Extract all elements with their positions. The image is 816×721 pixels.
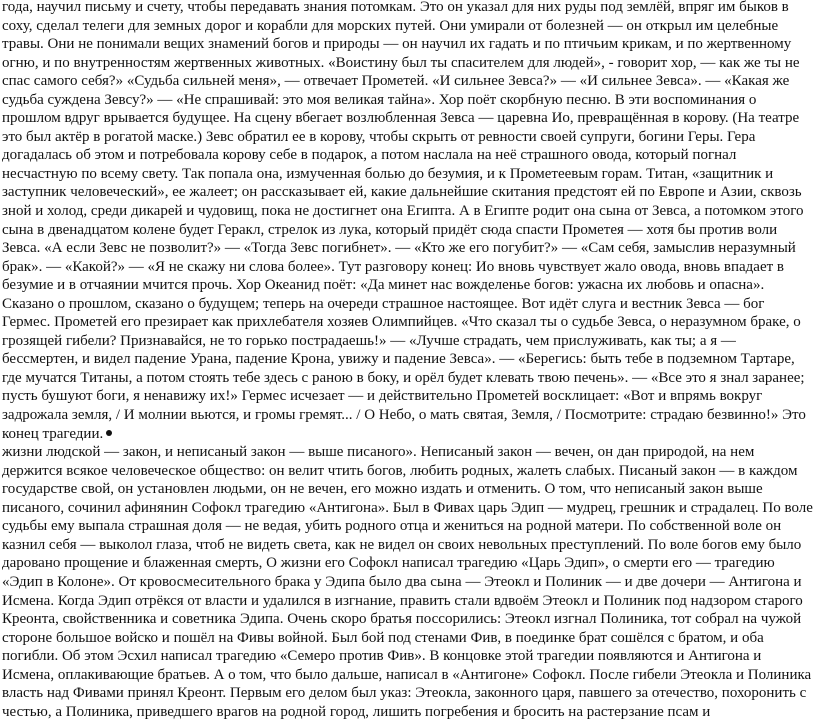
paragraph-antigone: жизни людской — закон, и неписаный закон — выше писаного». Неписаный закон — вечен, он дан природой, на нем держится всякое человеческое общество: он велит чтить богов, любить родных, жалеть слабых. Писаный закон — в каждом государстве свой, он установлен людьми, он не вечен, его можно издать и отменить. О том, что неписаный закон выше писаного, сочинил афинянин Софокл трагедию «Антигона». Был в Фивах царь Эдип — мудрец, грешник и страдалец. По воле судьбы ему выпала страшная доля — не ведая, убить родного отца и жениться на родной матери. По собственной воле он казнил себя — выколол глаза, чтоб не видеть света, как не видел он своих невольных преступлений. По воле богов ему было даровано прощение и блаженная смерть, О жизни его Софокл написал трагедию «Царь Эдип», о смерти его — трагедию «Эдип в Колоне». От кровосмесительного брака у Эдипа было два сына — Этеокл и Полиник — и две дочери — Антигона и Исмена. Когда Эдип отрёкся от власти и удалился в изгнание, править стали вдвоём Этеокл и Полиник под надзором старого Креонта, свойственника и советника Эдипа. Очень скоро братья поссорились: Этеокл изгнал Полиника, тот собрал на чужой стороне большое войско и пошёл на Фивы войной. Был бой под стенами Фив, в поединке брат сошёлся с братом, и оба погибли. Об этом Эсхил написал трагедию «Семеро против Фив». В концовке этой трагедии появляются и Антигона и Исмена, оплакивающие братьев. А о том, что было дальше, написал в «Антигоне» Софокл. После гибели Этеокла и Полиника власть над Фивами принял Креонт. Первым его делом был указ: Этеокла, законного царя, павшего за отечество, похоронить с честью, а Полиника, приведшего врагов на родной город, лишить погребения и бросить на растерзание псам и: [2, 444, 813, 720]
bullet-icon: [106, 430, 112, 436]
paragraph-prometheus-text: года, научил письму и счету, чтобы передавать знания потомкам. Это он указал для них руды под землёй, впряг им быков в соху, сделал телеги для земных дорог и корабли для морских путей. Они умирали от болезней — он открыл им целебные травы. Они не понимали вещих знамений богов и природы — он научил их гадать и по птичьим крикам, и по жертвенному огню, и по внутренностям жертвенных животных. «Воистину был ты спасителем для людей», - говорит хор, — как же ты не спас самого себя?» «Судьба сильней меня», — отвечает Прометей. «И сильнее Зевса?» — «И сильнее Зевса». — «Какая же судьба суждена Зевсу?» — «Не спрашивай: это моя великая тайна». Хор поёт скорбную песню. В эти воспоминания о прошлом вдруг врывается будущее. На сцену вбегает возлюбленная Зевса — царевна Ио, превращённая в корову. (На театре это был актёр в рогатой маске.) Зевс обратил ее в корову, чтобы скрыть от ревности своей супруги, богини Геры. Гера догадалась об этом и потребовала корову себе в подарок, а потом наслала на неё страшного овода, который погнал несчастную по всему свету. Так попала она, измученная болью до безумия, и к Прометеевым горам. Титан, «защитник и заступник человеческий», ее жалеет; он рассказывает ей, какие дальнейшие скитания предстоят ей по Европе и Азии, сквозь зной и холод, среди дикарей и чудовищ, пока не достигнет она Египта. А в Египте родит она сына от Зевса, а потомком этого сына в двенадцатом колене будет Геракл, стрелок из лука, который придёт сюда спасти Прометея — хотя бы против воли Зевса. «А если Зевс не позволит?» — «Тогда Зевс погибнет». — «Кто же его погубит?» — «Сам себя, замыслив неразумный брак». — «Какой?» — «Я не скажу ни слова более». Тут разговору конец: Ио вновь чувствует жало овода, вновь впадает в безумие и в отчаянии мчится прочь. Хор Океанид поёт: «Да минет нас вожделенье богов: ужасна их любовь и опасна». Сказано о прошлом, сказано о будущем; теперь на очереди страшное настоящее. Вот идёт слуга и вестник Зевса — бог Гермес. Прометей его презирает как прихлебателя хозяев Олимпийцев. «Что сказал ты о судьбе Зевса, о неразумном браке, о грозящей гибели? Признавайся, не то горько пострадаешь!» — «Лучше страдать, чем прислуживать, как ты; а я — бессмертен, и видел падение Урана, падение Крона, увижу и падение Зевса». — «Берегись: быть тебе в подземном Тартаре, где мучатся Титаны, а потом стоять тебе здесь с раною в боку, и орёл будет клевать твою печень». — «Все это я знал заранее; пусть бушуют боги, я ненавижу их!» Гермес исчезает — и действительно Прометей восклицает: «Вот и впрямь вокруг задрожала земля, / И молнии вьются, и громы гремят... / О Небо, о мать святая, Земля, / Посмотрите: страдаю безвинно!» Это конец трагедии.: [2, 0, 806, 442]
paragraph-prometheus: [2, 0, 814, 443]
